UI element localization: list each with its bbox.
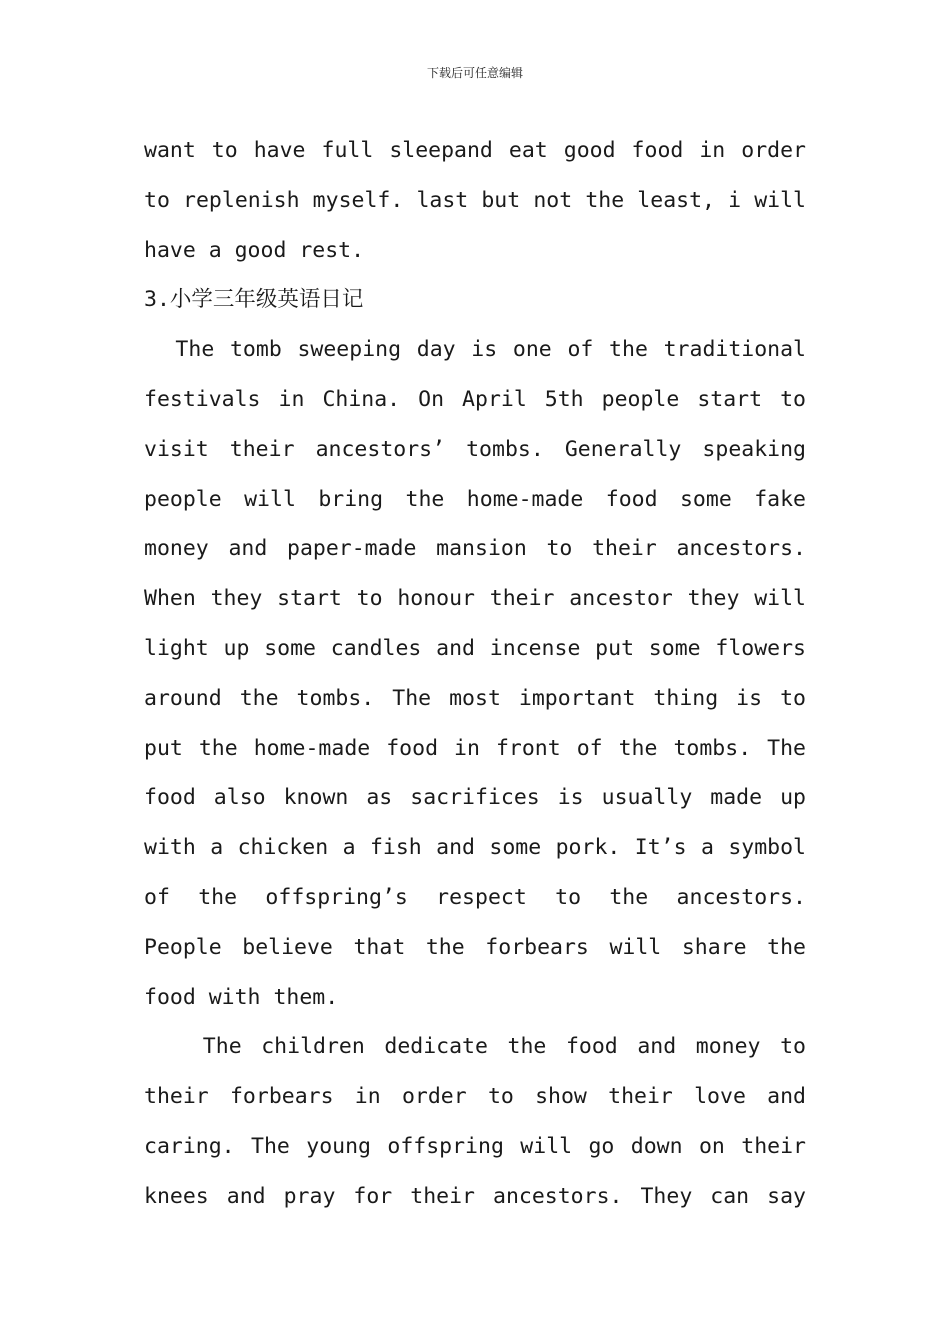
text-line: visit their ancestors’ tombs. Generally speaking (144, 436, 806, 462)
text-line: people will bring the home-made food some fake (144, 486, 806, 512)
text-line: When they start to honour their ancestor they will (144, 586, 806, 612)
text-line: with a chicken a fish and some pork. It’s a symbol (144, 835, 806, 861)
text-line: money and paper-made mansion to their ancestors. (144, 536, 806, 562)
text-line: knees and pray for their ancestors. They can say (144, 1183, 806, 1209)
text-line: have a good rest. (144, 237, 365, 263)
text-line: their forbears in order to show their love and (144, 1084, 806, 1110)
text-line: put the home-made food in front of the tombs. The (144, 735, 806, 761)
text-line: food also known as sacrifices is usually made up (144, 785, 806, 811)
text-line: festivals in China. On April 5th people start to (144, 386, 806, 412)
text-line: around the tombs. The most important thing is to (144, 685, 806, 711)
text-line: to replenish myself. last but not the least, i will (144, 187, 806, 213)
page-header: 下载后可任意编辑 (426, 66, 523, 80)
text-line: light up some candles and incense put some flowers (144, 635, 806, 661)
text-line: People believe that the forbears will share the (144, 934, 806, 960)
text-line: caring. The young offspring will go down on their (144, 1133, 806, 1159)
text-line: The tomb sweeping day is one of the traditional (144, 337, 806, 363)
text-line: want to have full sleepand eat good food in order (144, 138, 806, 163)
document-body (144, 126, 806, 1222)
text-line: food with them. (144, 984, 339, 1010)
text-line: of the offspring’s respect to the ancestors. (144, 884, 806, 910)
text-line: The children dedicate the food and money to (144, 1034, 806, 1060)
section-heading: 3.小学三年级英语日记 (144, 287, 364, 313)
